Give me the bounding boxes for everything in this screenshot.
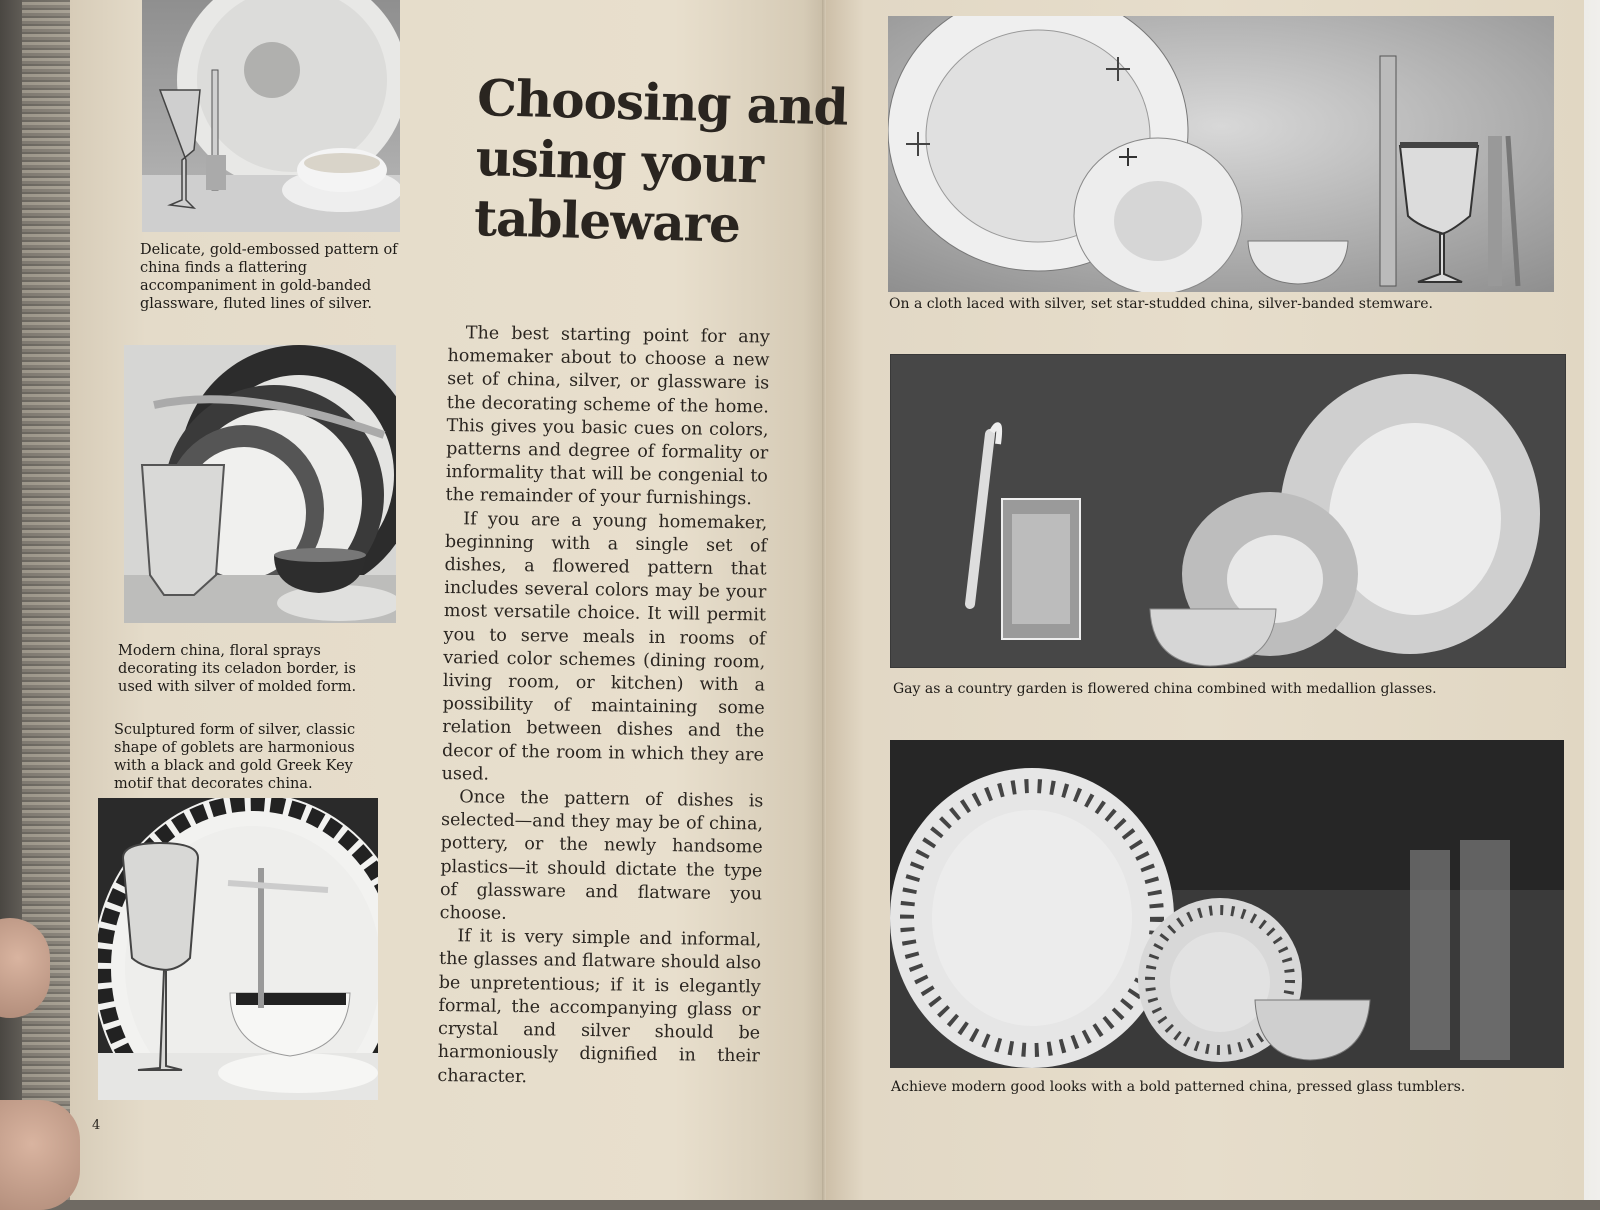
photo-star-studded-china bbox=[888, 16, 1554, 292]
caption-middle-left: Modern china, floral sprays decorating its celadon border, is used with silver of molded form. bbox=[118, 643, 357, 695]
title-line-1: Choosing and bbox=[476, 68, 849, 137]
paragraph-4: If it is very simple and informal, the glasses and flatware should also be unpretentious; if it is elegantly formal, the accompanying glass or crystal and silver should be harmoniously dignified in their character. bbox=[437, 926, 762, 1087]
page-number: 4 bbox=[92, 1118, 101, 1133]
page-title bbox=[473, 68, 848, 258]
photo-flowered-china bbox=[890, 354, 1566, 668]
photo-greek-key-china bbox=[98, 798, 378, 1100]
finger bbox=[0, 1100, 80, 1210]
photo-celadon-china bbox=[124, 345, 396, 623]
caption-top-left: Delicate, gold-embossed pattern of china finds a flattering accompaniment in gold-banded glassware, fluted lines of silver. bbox=[140, 242, 398, 312]
title-line-3: tableware bbox=[473, 187, 741, 254]
caption-middle-right: Gay as a country garden is flowered china combined with medallion glasses. bbox=[893, 681, 1437, 697]
caption-bottom-right: Achieve modern good looks with a bold patterned china, pressed glass tumblers. bbox=[891, 1079, 1466, 1095]
paragraph-1: The best starting point for any homemaker about to choose a new set of china, silver, or glassware is the decorating scheme of the home. This gives you basic cues on colors, patterns and degree of formality or informality that will be congenial to the remainder of your furnishings. bbox=[445, 323, 770, 510]
caption-top-right: On a cloth laced with silver, set star-studded china, silver-banded stemware. bbox=[889, 296, 1433, 312]
caption-bottom-left: Sculptured form of silver, classic shape of goblets are harmonious with a black and gold Greek Key motif that decorates china. bbox=[114, 722, 356, 792]
book-edge bbox=[22, 0, 70, 1200]
title-line-2: using your bbox=[474, 127, 764, 195]
paragraph-2: If you are a young homemaker, beginning with a single set of dishes, a flowered pattern that includes several colors may be your most versatile choice. It will permit you to serve meals in rooms of varied color schemes (dining room, living room, or kitchen) with a possibility of maintaining some relation between dishes and the decor of the room in which they are used. bbox=[441, 508, 768, 785]
paragraph-3: Once the pattern of dishes is selected—and they may be of china, pottery, or the newly handsome plastics—it should dictate the type of glassware and flatware you choose. bbox=[439, 787, 764, 924]
photo-bold-patterned-china bbox=[890, 740, 1564, 1068]
body-text bbox=[437, 322, 770, 1092]
photo-gold-embossed-china bbox=[142, 0, 400, 232]
